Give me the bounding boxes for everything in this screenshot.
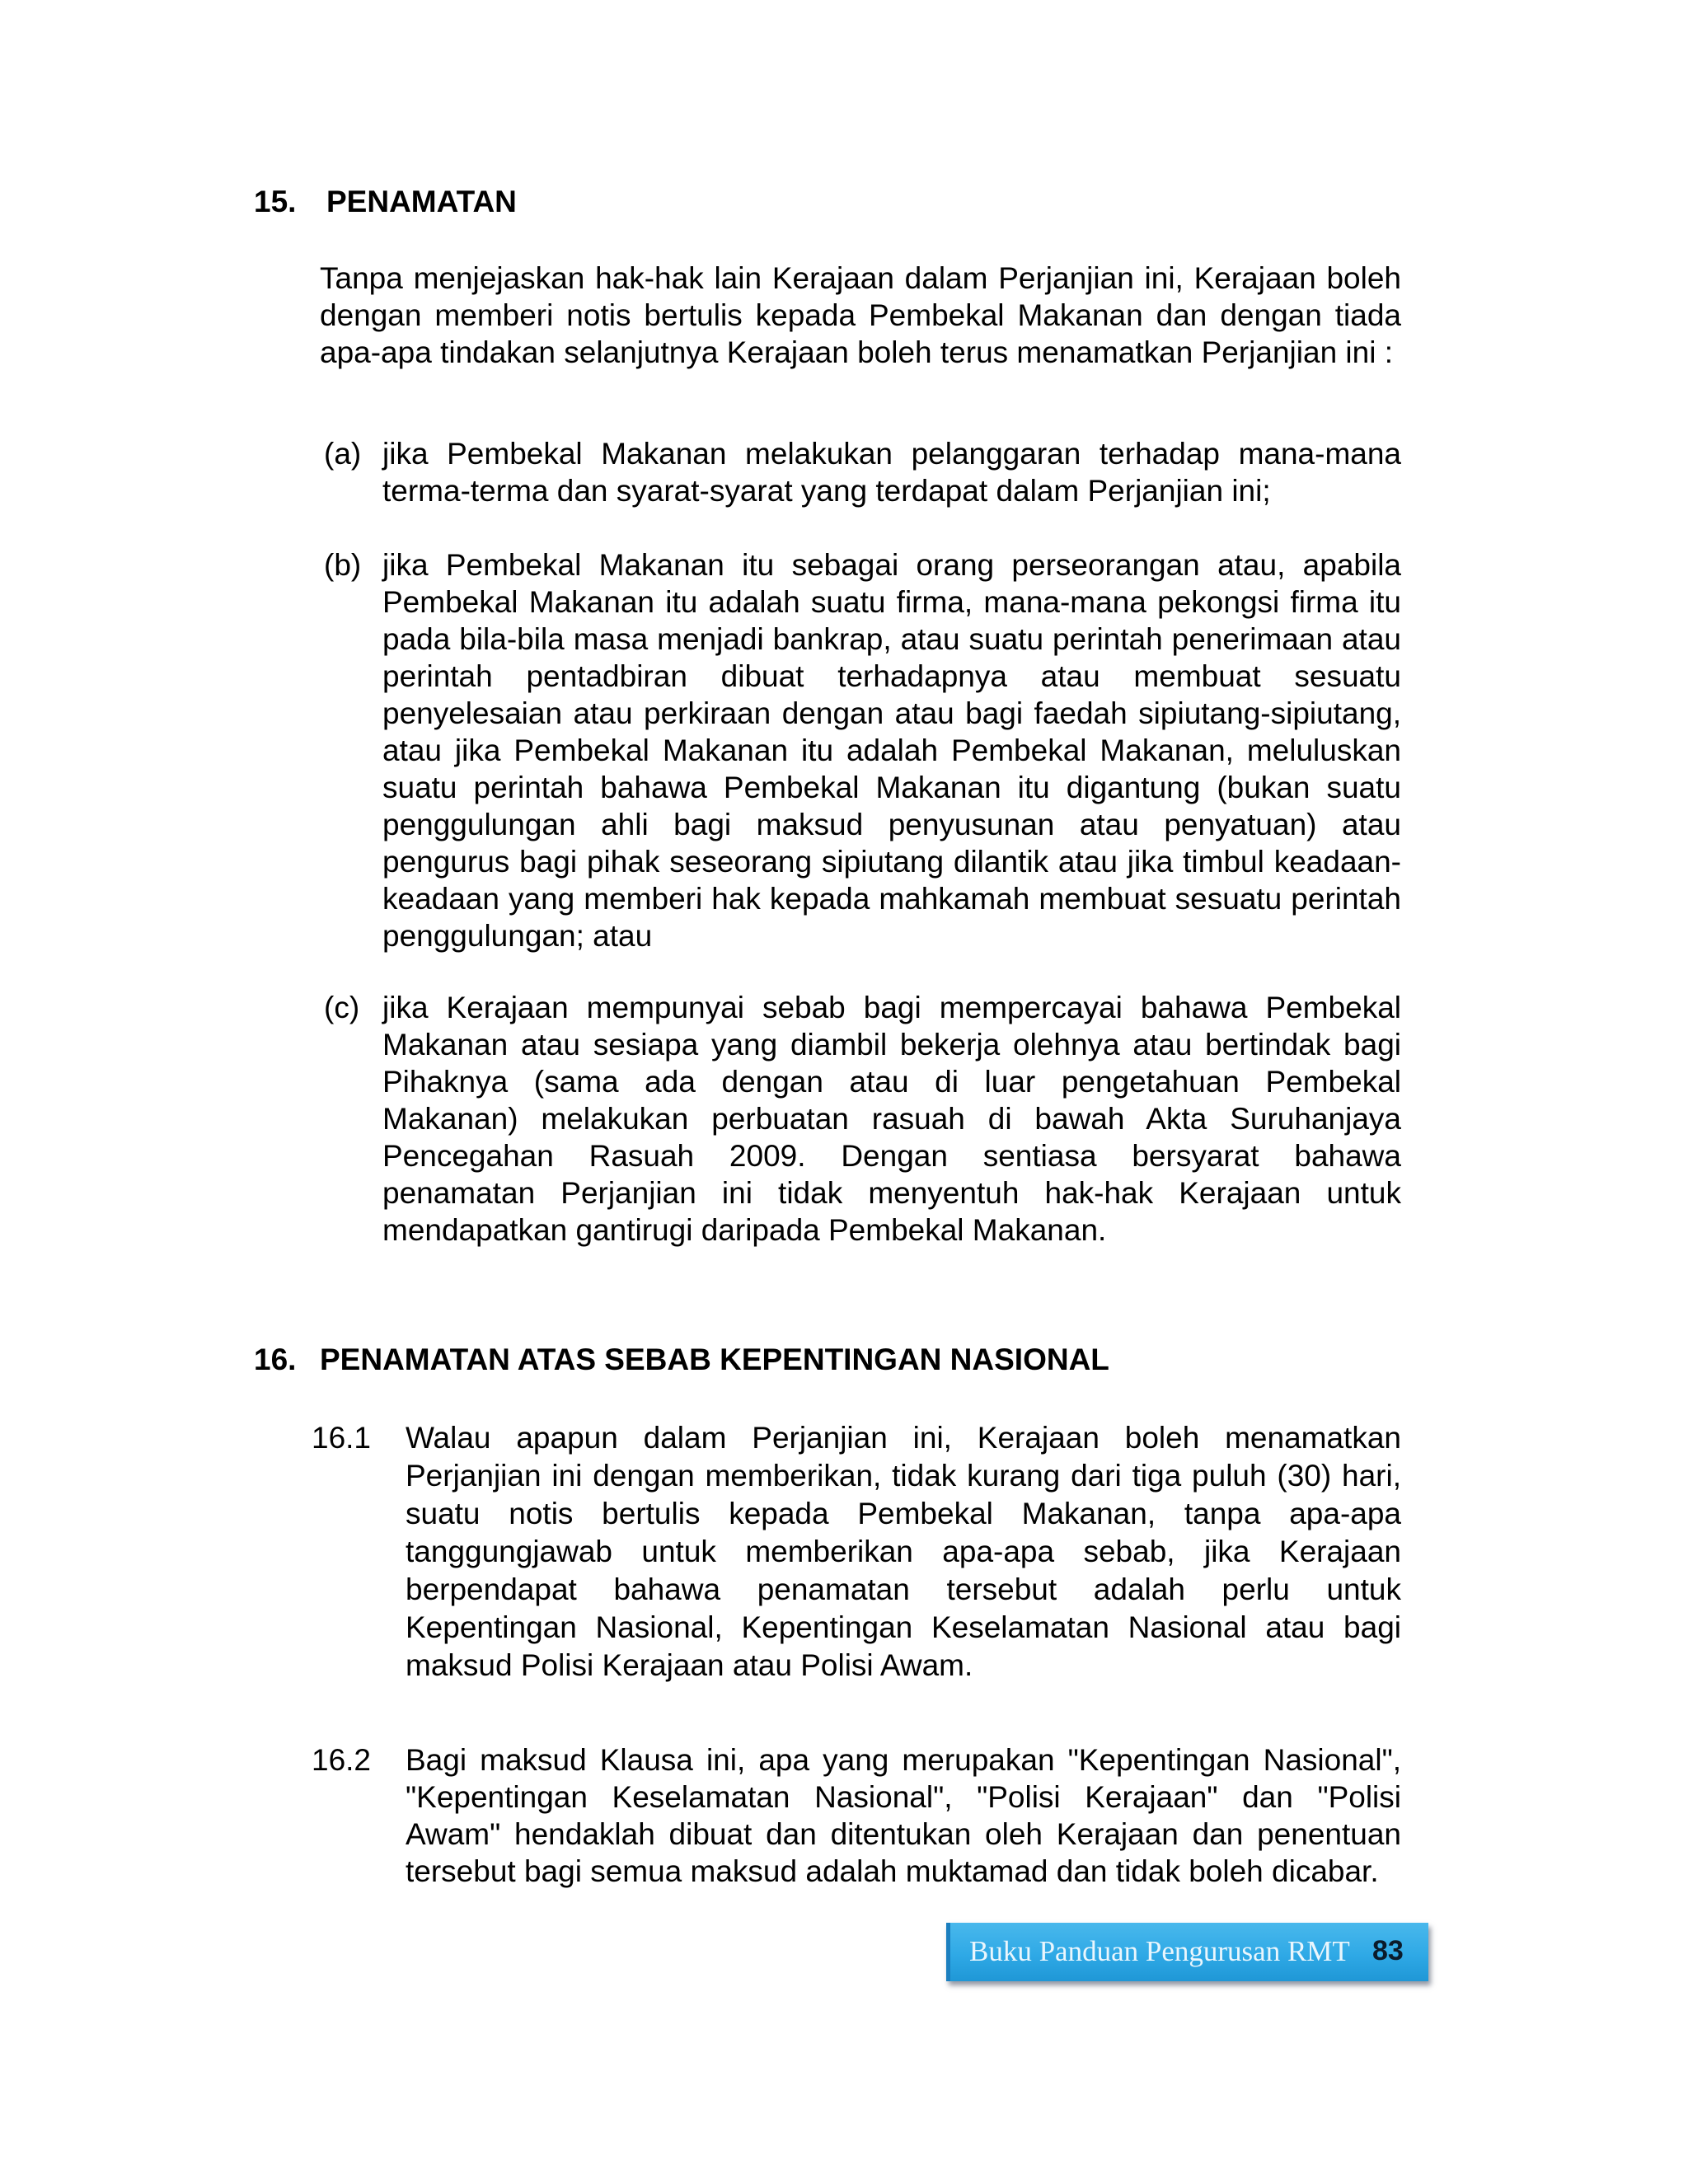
- section-16-title: PENAMATAN ATAS SEBAB KEPENTINGAN NASIONAL: [320, 1343, 1109, 1376]
- section-16-number: 16.: [254, 1343, 297, 1376]
- section-15-heading: [254, 184, 517, 220]
- item-b-text: jika Pembekal Makanan itu sebagai orang perseorangan atau, apabila Pembekal Makanan itu adalah suatu firma, mana-mana pekongsi firma itu pada bila-bila masa menjadi bankrap, atau suatu perintah penerimaan atau perintah pentadbiran dibuat terhadapnya atau membuat sesuatu penyelesaian atau perkiraan dengan atau bagi faedah sipiutang-sipiutang, atau jika Pembekal Makanan itu adalah Pembekal Makanan, meluluskan suatu perintah bahawa Pembekal Makanan itu digantung (bukan suatu penggulungan ahli bagi maksud penyusunan atau penyatuan) atau pengurus bagi pihak seseorang sipiutang dilantik atau jika timbul keadaan-keadaan yang memberi hak kepada mahkamah membuat sesuatu perintah penggulungan; atau: [382, 548, 1401, 953]
- item-c-text: jika Kerajaan mempunyai sebab bagi mempercayai bahawa Pembekal Makanan atau sesiapa yang diambil bekerja olehnya atau bertindak bagi Pihaknya (sama ada dengan atau di luar pengetahuan Pembekal Makanan) melakukan perbuatan rasuah di bawah Akta Suruhanjaya Pencegahan Rasuah 2009. Dengan sentiasa bersyarat bahawa penamatan Perjanjian ini tidak menyentuh hak-hak Kerajaan untuk mendapatkan gantirugi daripada Pembekal Makanan.: [382, 991, 1401, 1247]
- item-c-label: (c): [324, 991, 360, 1024]
- footer-title: Buku Panduan Pengurusan RMT: [969, 1935, 1350, 1967]
- section-15-number: 15.: [254, 185, 297, 218]
- item-b-label: (b): [324, 548, 362, 582]
- section-15-title: PENAMATAN: [326, 185, 517, 218]
- clause-16-2-text: Bagi maksud Klausa ini, apa yang merupakan "Kepentingan Nasional", "Kepentingan Keselamatan Nasional", "Polisi Kerajaan" dan "Polisi Awam" hendaklah dibuat dan ditentukan oleh Kerajaan dan penentuan tersebut bagi semua maksud adalah muktamad dan tidak boleh dicabar.: [406, 1743, 1401, 1888]
- section-16-heading: [254, 1342, 1109, 1378]
- page-number: 83: [1372, 1935, 1404, 1966]
- clause-16-2-label: 16.2: [312, 1743, 372, 1777]
- section-15-intro: Tanpa menjejaskan hak-hak lain Kerajaan dalam Perjanjian ini, Kerajaan boleh dengan memberi notis bertulis kepada Pembekal Makanan dan dengan tiada apa-apa tindakan selanjutnya Kerajaan boleh terus menamatkan Perjanjian ini :: [320, 261, 1401, 369]
- clause-16-1-text: Walau apapun dalam Perjanjian ini, Kerajaan boleh menamatkan Perjanjian ini dengan memberikan, tidak kurang dari tiga puluh (30) hari, suatu notis bertulis kepada Pembekal Makanan, tanpa apa-apa tanggungjawab untuk memberikan apa-apa sebab, jika Kerajaan berpendapat bahawa penamatan tersebut adalah perlu untuk Kepentingan Nasional, Kepentingan Keselamatan Nasional atau bagi maksud Polisi Kerajaan atau Polisi Awam.: [406, 1421, 1401, 1682]
- item-a-text: jika Pembekal Makanan melakukan pelanggaran terhadap mana-mana terma-terma dan syarat-syarat yang terdapat dalam Perjanjian ini;: [382, 437, 1401, 508]
- item-a-label: (a): [324, 437, 362, 471]
- clause-16-1-label: 16.1: [312, 1421, 372, 1455]
